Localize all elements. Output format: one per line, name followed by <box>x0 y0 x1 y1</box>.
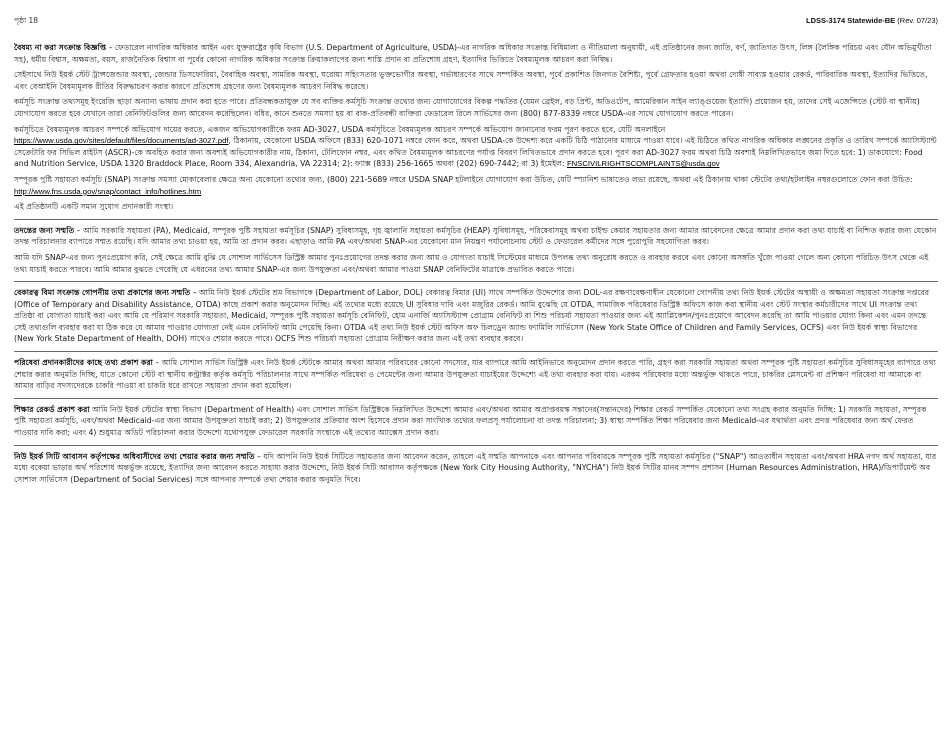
investigation-paragraph-2: আমি যদি SNAP-এর জন্য পুনঃপ্রয়োগ করি, সেই ক্ষেত্রে আমি বুঝি যে সোশাল সার্ভিসেস ডিস্ট্রিক্ট আমার পুনঃপ্রয়োগের তদন্ত করার জন্য আয় ও যোগ্যতা যাচাই সিস্টেমের মাধ্যমে উপলব্ধ তথ্য অনুরোধ করতে ও ব্যবহার করবে এবং কোনো অসঙ্গতি খুঁজে পাওয়া গেলে অন্য কোনো পরিচিত উৎস থেকে এই তথ্য যাচাই করতে পারবে। আমি আমার বুঝতে পেরেছি যে এধরনের তথ্য আমার SNAP-এর জন্য উপযুক্ততা এবং/অথবা আমার পাওয়া SNAP বেনিফিটের মাত্রাকে প্রভাবিত করতে পারে। <box>14 252 929 274</box>
providers-paragraph <box>14 357 938 392</box>
providers-text: – আমি সোশাল সার্ভিস ডিস্ট্রিক্ট এবং নিউ ইয়র্ক স্টেটকে আমার অথবা আমার পরিবারের কোনো সদস্যের, যার ব্যাপারে আমি আইনিভাবে অনুমোদন প্রদান করতে পারি, গ্রহণ করা সরকারি সহায়তা অথবা সম্পূরক পুষ্টি সহায়তা কর্মসূচির সুবিধাসমূহের ব্যাপারে তথ্য শেয়ার করার অনুমতি দিচ্ছি, যাতে কোনো স্টেট বা স্থানীয় কন্ট্রাক্টর কর্তৃক কর্মসূচি পরিচালনার সাথে সম্পর্কিত পরিষেবা ও পেমেন্টের জন্য আমার উপযুক্ততা যাচাইয়ের উদ্দেশ্যে এই তথ্য ব্যবহার করা যায়। এরকম পরিষেবার মধ্যে অন্তর্ভুক্ত থাকতে পারে, চাকরির প্লেসমেন্ট বা প্রশিক্ষণ পরিষেবা যা আমাকে বা আমার বাড়ির সদস্যদেরকে চাকরি পাওয়া বা চাকরি ধরে রাখতে সহায়তা প্রদান করা হয়েছিল। <box>14 358 936 391</box>
providers-heading: পরিষেবা প্রদানকারীদের কাছে তথ্য প্রকাশ করা <box>14 358 153 368</box>
education-text: আমি নিউ ইয়র্ক স্টেটের স্বাস্থ্য বিভাগ (Department of Health) এবং সোশাল সার্ভিস ডিস্ট্রিক্টকে নিম্নলিখিত উদ্দেশ্যে আমার এবং/অথবা আমার অপ্রাপ্তবয়স্ক সন্তানের(সন্তানদের) শিক্ষার রেকর্ড সম্পর্কিত যেকোনো তথ্য সংগ্রহ করার অনুমতি দিচ্ছি: 1) সরকারি সহায়তা, সম্পূরক পুষ্টি সহায়তা কর্মসূচি, এবং/অথবা Medicaid-এর জন্য আমার উপযুক্ততা যাচাই করা; 2) উপযুক্ততার প্রক্রিয়ার অংশ হিসেবে প্রদান করা সাংখ্যিক তথ্যের ফলপ্রসূ পর্যালোচনা বা তদন্ত পরিচালনা; 3) স্বাস্থ্য সম্পর্কিত শিক্ষা পরিষেবার জন্য Medicaid-এর যথার্থতা এবং প্রদত্ত পরিষেবার জন্য অর্থ ফেরত পাওয়ার দাবি করা; এবং 4) শুধুমাত্র অডিট পরিচালনা করার উদ্দেশ্যে যথোপযুক্ত ফেডারেল সরকারি সংস্থাকে এই তথ্যের অ্যাক্সেস প্রদান করা। <box>14 404 927 438</box>
section-education-records <box>14 398 938 439</box>
nycha-heading: নিউ ইয়র্ক সিটি আবাসন কর্তৃপক্ষের অধিবাসীদের তথ্য শেয়ার করার জন্য সম্মতি <box>14 451 255 461</box>
nondiscrimination-paragraph-2: সেইসাথে নিউ ইয়র্ক স্টেট ট্রান্সজেন্ডার অবস্থা, জেন্ডার ডিসফোরিয়া, বৈবাহিক অবস্থা, সামরিক অবস্থা, ঘরোয়া সহিংসতার ভুক্তভোগীর অবস্থা, গর্ভাধারণের সাথে সম্পর্কিত অবস্থা, পূর্বে প্রকাশিত জিনগত বৈশিষ্ট্য, পূর্বে গ্রেফতার হওয়া অথবা দোষী সাব্যস্ত হওয়ার রেকর্ড, পারিবারিক অবস্থা, ইত্যাদির ভিত্তিতে, এবং বেআইনি বৈষম্যমূলক রীতির বিরুদ্ধাচরণ করার কারণে প্রতিশোধ গ্রহণের জন্য বৈষম্যমূলক আচরণ নিষিদ্ধ করেছে। <box>14 70 928 91</box>
section-nondiscrimination <box>14 42 938 213</box>
complaint-text-a: কর্মসূচিতে বৈষম্যমূলক আচরণ সম্পর্কে অভিযোগ দায়ের করতে, একজন অভিযোগকারীকে ফরম AD-3027, USDA কর্মসূচিতে বৈষম্যমূলক আচরণ সম্পর্কে অভিযোগ জানানোর ফরম পূরণ করতে হবে, যেটি অনলাইনে <box>14 124 666 134</box>
nondiscrimination-text-1: – ফেডারেল নাগরিক অধিকার আইন এবং যুক্তরাষ্ট্রের কৃষি বিভাগ (U.S. Department of Agriculture, USDA)-এর নাগরিক অধিকার সংক্রান্ত বিধিমালা ও নীতিমালা অনুযায়ী, এই প্রতিষ্ঠানের জন্য জাতি, বর্ণ, জাতিগত উৎস, লিঙ্গ (লৈঙ্গিক পরিচয় এবং যৌন অভিমুখীতা সহ), ধর্মীয় বিশ্বাস, অক্ষমতা, বয়স, রাজনৈতিক বিশ্বাস বা পূর্বের কোনো নাগরিক অধিকার সংক্রান্ত ক্রিয়াকলাপের জন্য শাস্তি প্রদান বা প্রতিশোধ গ্রহণ, ইত্যাদির ভিত্তিতে বৈষম্যমূলক আচরণ করা নিষিদ্ধ। <box>14 43 932 64</box>
snap-hotline-text: সম্পূরক পুষ্টি সহায়তা কর্মসূচি (SNAP) সংক্রান্ত সমস্যা মোকাবেলার ক্ষেত্রে অন্য যেকোনো তথ্যের জন্য, (800) 221-5689 নম্বরে USDA SNAP হটলাইনে যোগাযোগ করা উচিত, যেটি স্প্যানিশ ভাষাতেও লভ্য রয়েছে, অথবা এই ঠিকানায় থাকা স্টেটের তথ্য/হটলাইন নম্বরগুলোতে ফোন করা উচিত: <box>14 174 913 184</box>
ad3027-form-link[interactable]: https://www.usda.gov/sites/default/files/documents/ad-3027.pdf <box>14 136 229 146</box>
nondiscrimination-paragraph-5 <box>14 174 938 197</box>
nondiscrimination-paragraph-1 <box>14 42 938 65</box>
investigation-heading: তদন্তের জন্য সম্মতি <box>14 225 75 235</box>
investigation-text-1: – আমি সরকারি সহায়তা (PA), Medicaid, সম্পূরক পুষ্টি সহায়তা কর্মসূচির (SNAP) সুবিধাসমূহ, গৃহ জ্বালানি সহায়তা কর্মসূচির (HEAP) সুবিধাসমূহ, পরিষেবাসমূহ অথবা চাইল্ড কেয়ার সহায়তার জন্য আমার আবেদনের ক্ষেত্রে আমার প্রদান করা তথ্য যাচাই বা নিশ্চিত করার জন্য যেকোন তদন্ত পরিচালনার ব্যাপারে সম্মত রয়েছি। যদি আমার তথ্য চাওয়া হয়, আমি তা প্রদান করব। এছাড়াও আমি PA এবং/অথবা SNAP-এর যেকোনো মান নিয়ন্ত্রণ পর্যালোচনায় স্টেট ও ফেডারেল কর্মীদের সঙ্গে পুরোপুরি সহযোগিতা করব। <box>14 225 937 247</box>
unemployment-text: – আমি নিউ ইয়র্ক স্টেটের শ্রম বিভাগকে (Department of Labor, DOL) বেকারত্ব বিমার (UI) সাথে সম্পর্কিত উদ্দেশ্যের জন্য DOL-এর রক্ষণাবেক্ষণাধীন যেকোনো গোপনীয় তথ্য নিউ ইয়র্ক স্টেটের অস্থায়ী ও অক্ষমতা সহায়তা সংক্রান্ত দপ্তরের (Office of Temporary and Disability Assistance, OTDA) কাছে প্রকাশ করার অনুমোদন দিচ্ছি। এই তথ্যের মধ্যে রয়েছে UI সুবিধার দাবি এবং মজুরির রেকর্ড। আমি বুঝেছি যে OTDA, সামাজিক পরিষেবার ডিস্ট্রিক্ট অফিসে কাজ করা স্থানীয় এবং স্টেট সংস্থার কর্মচারীদের সাথে UI সংক্রান্ত তথ্য প্রতিষ্ঠা বা যোগ্যতা যাচাই করা এবং আমি যে পরিমাণ সরকারি সহায়তা, Medicaid, সম্পূরক পুষ্টি সহায়তা কর্মসূচি বেনিফিট, হোম এনার্জি অ্যাসিস্ট্যান্স প্রোগ্রাম বেনিফিট বা শিশু পরিচর্যা সহায়তা পাওয়ার জন্য এই অ্যাপ্লিকেশন/পুনঃপ্রয়োগে আবেদন করেছি তা আমি পাওয়ার যোগ্য কিনা এবং এমন তদন্তে সেই তথ্যগুলি ব্যবহার করা যা ঠিক করে যে আমার পাওয়ার যোগ্যতা নেই এমন বেনিফিট আমি পেয়েছি কিনা। OTDA এই তথ্য নিউ ইয়র্ক স্টেট অফিস অফ চিলড্রেন অ্যান্ড ফ্যামিলি সার্ভিসেস (New York State Office of Children and Family Services, OCFS) এবং নিউ ইয়র্ক স্বাস্থ্য বিভাগের (New York State Department of Health, DOH) সাথেও শেয়ার করতে পারে। OCFS শিশু পরিচর্যা সহায়তা প্রোগ্রাম নিরীক্ষণ করার জন্য এই তথ্য ব্যবহার করবে। <box>14 288 930 344</box>
education-heading: শিক্ষার রেকর্ড প্রকাশ করা <box>14 404 90 414</box>
snap-hotlines-link[interactable]: http://www.fns.usda.gov/snap/contact_info/hotlines.htm <box>14 186 202 196</box>
civil-rights-email-link[interactable]: FNSCIVILRIGHTSCOMPLAINTS@usda.gov <box>566 159 720 169</box>
section-provider-disclosure <box>14 351 938 392</box>
nondiscrimination-paragraph-4 <box>14 124 938 170</box>
section-investigation-consent <box>14 219 938 275</box>
unemployment-paragraph <box>14 287 938 345</box>
form-id: LDSS-3174 Statewide-BE <box>805 16 896 25</box>
unemployment-heading: বেকারত্ব বিমা সংক্রান্ত গোপনীয় তথ্য প্রকাশের জন্য সম্মতি <box>14 288 191 298</box>
nondiscrimination-paragraph-3: কর্মসূচি সংক্রান্ত তথ্যসমূহ ইংরেজি ছাড়া অন্যান্য ভাষায় প্রদান করা হতে পারে। প্রতিবন্ধকতাযুক্ত যে সব ব্যক্তির কর্মসূচি সংক্রান্ত তথ্যের জন্য যোগাযোগের বিকল্প পদ্ধতির (যেমন ব্রেইল, বড় প্রিন্ট, অডিওটেপ, আমেরিকান সাইন ল্যাঙ্গুয়েজ ইত্যাদি) প্রয়োজন হয়, তাদের সেই এজেন্সিতে (স্টেট বা স্থানীয়) যোগাযোগ করতে হবে যেখানে তারা বেনিফিটগুলির জন্য আবেদন করেছিলেন। বধির, কানে শুনতে সমস্যা হয় বা বাক-প্রতিবন্ধী ব্যক্তিরা ফেডারেল রিলে সার্ভিসের জন্য (800) 877-8339 নম্বরে USDA-এর সাথে যোগাযোগ করতে পারেন। <box>14 97 920 118</box>
form-identifier <box>806 16 938 25</box>
equal-opportunity-statement: এই প্রতিষ্ঠানটি একটি সমান সুযোগ প্রদানকারী সংস্থা। <box>14 202 174 212</box>
investigation-paragraph-1 <box>14 225 938 248</box>
page-header <box>14 16 938 32</box>
nondiscrimination-heading: বৈষম্য না করা সংক্রান্ত বিজ্ঞপ্তি <box>14 43 107 52</box>
section-unemployment-consent <box>14 281 938 345</box>
nycha-paragraph <box>14 451 938 486</box>
form-revision: (Rev. 07/23) <box>897 16 938 25</box>
nycha-text: – যদি আপনি নিউ ইয়র্ক সিটিতে সহায়তার জন্য আবেদন করেন, তাহলে এই সম্মতি আপনাকে এবং আপনার পরিবারকে সম্পূরক পুষ্টি সহায়তা কর্মসূচির ("SNAP") আওতাধীন সহায়তা এবং/অথবা HRA নগদ অর্থ সহায়তা, যার মধ্যে বকেয়া ভাড়ার অর্থ পরিশোধ অন্তর্ভুক্ত রয়েছে, ইত্যাদির জন্য আবেদন করতে সাহায্য করার উদ্দেশ্যে, নিউ ইয়র্ক সিটি আবাসন কর্তৃপক্ষকে (New York City Housing Authority, "NYCHA") নিউ ইয়র্ক সিটির মানব সম্পদ প্রশাসন (Human Resources Administration, HRA)/ডিপার্টমেন্ট অব সোশাল সার্ভিসেস (Department of Social Services) সঙ্গে আপনার সম্পর্কে তথ্য শেয়ার করার অনুমতি দিবে। <box>14 451 937 484</box>
section-nycha-consent <box>14 445 938 486</box>
education-paragraph <box>14 404 938 439</box>
complaint-text-b: , ঠিকানায়, যেকোনো USDA অফিসে (833) 620-1071 নম্বরে ফোন করে, অথবা USDA-কে উদ্দেশ্য করে একটি চিঠি পাঠানোর মাধ্যমে পাওয়া যাবে। এই চিঠিতে কথিত নাগরিক অধিকার লঙ্ঘনের প্রকৃতি ও তারিখ সম্পর্কে অ্যাসিস্ট্যান্ট সেক্রেটারি ফর সিভিল রাইটস (ASCR)-কে অবহিত করার জন্য অবশ্যই অভিযোগকারীর নাম, ঠিকানা, টেলিফোন নম্বর, এবং কথিত বৈষম্যমূলক আচরণের পর্যাপ্ত বিবরণ লিখিতভাবে প্রদান করতে হবে। পূরণ করা AD-3027 ফরম অথবা চিঠি অবশ্যই নিম্নলিখিতভাবে জমা দিতে হবে: 1) ডাকযোগে: Food and Nutrition Service, USDA 1320 Braddock Place, Room 334, Alexandria, VA 22314; 2): ফ্যাক্স (833) 256-1665 অথবা (202) 690-7442; বা 3) ইমেইল: <box>14 136 937 169</box>
page-number: পৃষ্ঠা 18 <box>14 16 39 25</box>
